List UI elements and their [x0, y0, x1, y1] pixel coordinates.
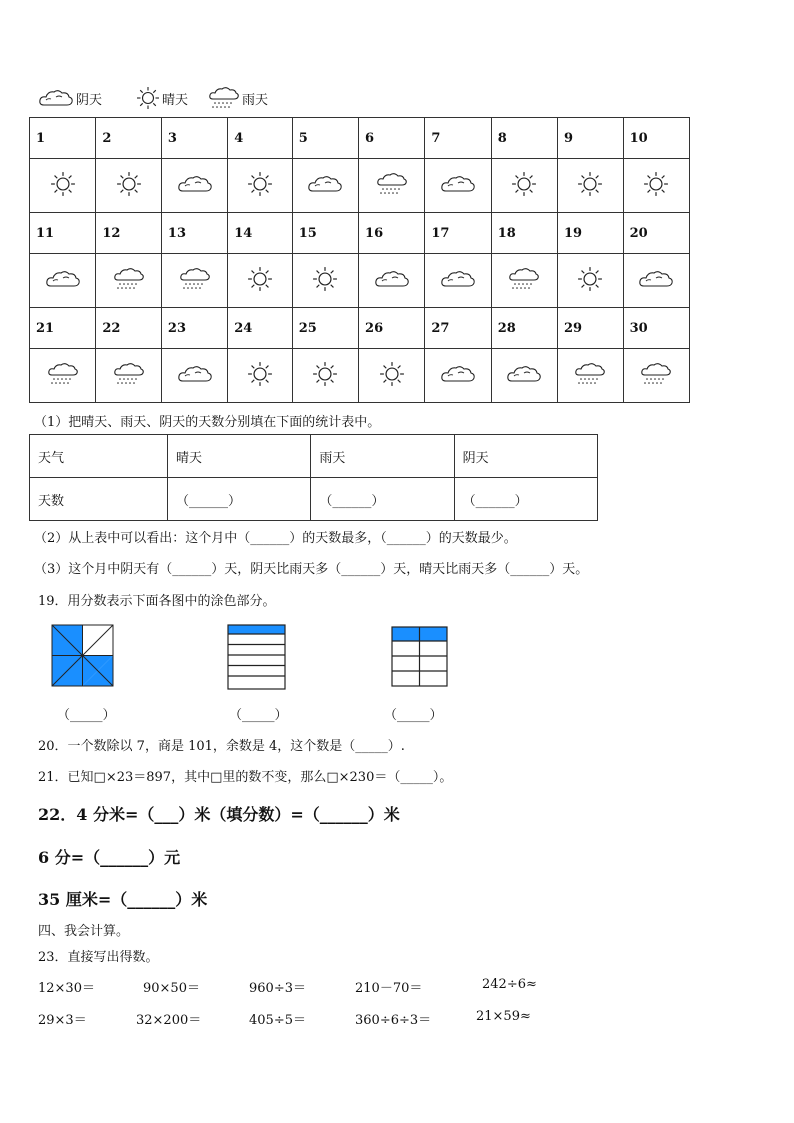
question-21: 21．已知□×23＝897，其中□里的数不变，那么□×230＝（_____）。: [38, 770, 453, 785]
calendar-day-number: 28: [491, 308, 557, 349]
rain-icon: [359, 159, 425, 213]
figure-answer-blank[interactable]: （_____）: [384, 708, 443, 723]
calc-item: 242÷6≈: [482, 977, 537, 992]
sun-icon: [491, 159, 557, 213]
section-4-title: 四、我会计算。: [38, 924, 130, 939]
sun-icon: [96, 159, 162, 213]
stat-answer-blank[interactable]: （______）: [168, 478, 311, 521]
calendar-day-row: [30, 213, 690, 254]
calendar-day-number: 12: [96, 213, 162, 254]
sun-icon: [228, 159, 292, 213]
calendar-day-number: 3: [161, 118, 227, 159]
question-23: 23．直接写出得数。: [38, 950, 159, 965]
sun-icon: [558, 254, 624, 308]
sun-icon: [292, 254, 358, 308]
question-22-part-b: 6 分=（______）元: [38, 848, 181, 867]
calendar-day-number: 6: [359, 118, 425, 159]
calendar-day-number: 7: [425, 118, 491, 159]
rain-icon: [30, 349, 96, 403]
calc-row: [0, 977, 794, 997]
rain-icon: [558, 349, 624, 403]
stat-cell: 雨天: [311, 435, 454, 478]
calc-item: 21×59≈: [476, 1009, 531, 1024]
calendar-weather-row: [30, 349, 690, 403]
cloud-icon: [38, 88, 74, 108]
weather-legend: [38, 86, 282, 110]
calendar-day-number: 25: [292, 308, 358, 349]
cloud-icon: [359, 254, 425, 308]
stat-cell: 天数: [30, 478, 168, 521]
calendar-day-row: [30, 308, 690, 349]
calc-item: 360÷6÷3＝: [355, 1013, 432, 1028]
question-3: （3）这个月中阴天有（______）天，阴天比雨天多（______）天，晴天比雨天多（______）天。: [34, 562, 589, 577]
calendar-day-number: 27: [425, 308, 491, 349]
legend-sun: [136, 86, 188, 110]
calendar-day-number: 9: [558, 118, 624, 159]
legend-cloud: [38, 88, 102, 108]
cloud-icon: [425, 159, 491, 213]
calendar-day-number: 14: [228, 213, 292, 254]
calendar-day-number: 16: [359, 213, 425, 254]
calc-item: 960÷3＝: [249, 981, 306, 996]
rain-icon: [96, 349, 162, 403]
sun-icon: [558, 159, 624, 213]
question-2: （2）从上表中可以看出：这个月中（______）的天数最多，（______）的天数最少。: [34, 531, 517, 546]
calendar-day-number: 19: [558, 213, 624, 254]
calendar-day-number: 30: [623, 308, 689, 349]
calendar-weather-row: [30, 159, 690, 213]
calendar-day-number: 4: [228, 118, 292, 159]
cloud-icon: [623, 254, 689, 308]
sun-icon: [359, 349, 425, 403]
calendar-day-number: 18: [491, 213, 557, 254]
cloud-icon: [161, 349, 227, 403]
calendar-day-number: 24: [228, 308, 292, 349]
calc-item: 90×50＝: [143, 981, 200, 996]
rain-icon: [491, 254, 557, 308]
figure-answer-blank[interactable]: （_____）: [229, 708, 288, 723]
cloud-icon: [425, 254, 491, 308]
fraction-figure-square: [51, 624, 114, 687]
calendar-day-row: [30, 118, 690, 159]
sun-icon: [292, 349, 358, 403]
cloud-icon: [161, 159, 227, 213]
calendar-day-number: 2: [96, 118, 162, 159]
fraction-figure-stripes: [227, 624, 286, 690]
legend-label: 晴天: [162, 92, 189, 108]
calendar-day-number: 15: [292, 213, 358, 254]
calc-item: 12×30＝: [38, 981, 95, 996]
calc-item: 29×3＝: [38, 1013, 87, 1028]
cloud-icon: [30, 254, 96, 308]
figure-answer-blank[interactable]: （_____）: [57, 708, 116, 723]
rain-icon: [208, 86, 240, 110]
question-19: 19．用分数表示下面各图中的涂色部分。: [38, 594, 276, 609]
calendar-day-number: 5: [292, 118, 358, 159]
calc-item: 405÷5＝: [249, 1013, 306, 1028]
calendar-day-number: 26: [359, 308, 425, 349]
calendar-day-number: 20: [623, 213, 689, 254]
question-1: （1）把晴天、雨天、阴天的天数分别填在下面的统计表中。: [34, 415, 381, 430]
legend-rain: [208, 86, 268, 110]
cloud-icon: [491, 349, 557, 403]
statistics-table: [29, 434, 598, 521]
calendar-day-number: 8: [491, 118, 557, 159]
calendar-day-number: 23: [161, 308, 227, 349]
cloud-icon: [292, 159, 358, 213]
calc-item: 210－70＝: [355, 981, 423, 996]
stat-header-row: [30, 435, 598, 478]
calc-item: 32×200＝: [136, 1013, 202, 1028]
rain-icon: [161, 254, 227, 308]
rain-icon: [96, 254, 162, 308]
stat-cell: 天气: [30, 435, 168, 478]
stat-value-row: [30, 478, 598, 521]
calendar-day-number: 11: [30, 213, 96, 254]
calc-row: [0, 1009, 794, 1029]
weather-calendar-table: [29, 117, 690, 403]
sun-icon: [30, 159, 96, 213]
stat-cell: 阴天: [454, 435, 597, 478]
sun-icon: [228, 254, 292, 308]
legend-label: 雨天: [242, 92, 269, 108]
question-22-part-c: 35 厘米=（______）米: [38, 890, 208, 909]
calendar-day-number: 13: [161, 213, 227, 254]
calendar-day-number: 21: [30, 308, 96, 349]
calendar-day-number: 22: [96, 308, 162, 349]
calendar-day-number: 10: [623, 118, 689, 159]
calendar-day-number: 1: [30, 118, 96, 159]
calendar-weather-row: [30, 254, 690, 308]
stat-cell: 晴天: [168, 435, 311, 478]
question-22: 22．4 分米=（___）米（填分数）=（______）米: [38, 805, 400, 824]
stat-answer-blank[interactable]: （______）: [311, 478, 454, 521]
sun-icon: [136, 86, 160, 110]
calendar-day-number: 29: [558, 308, 624, 349]
legend-label: 阴天: [76, 92, 103, 108]
sun-icon: [623, 159, 689, 213]
calendar-day-number: 17: [425, 213, 491, 254]
fraction-figure-grid: [391, 626, 448, 687]
question-20: 20．一个数除以 7，商是 101，余数是 4，这个数是（_____）.: [38, 739, 405, 754]
stat-answer-blank[interactable]: （______）: [454, 478, 597, 521]
cloud-icon: [425, 349, 491, 403]
rain-icon: [623, 349, 689, 403]
sun-icon: [228, 349, 292, 403]
